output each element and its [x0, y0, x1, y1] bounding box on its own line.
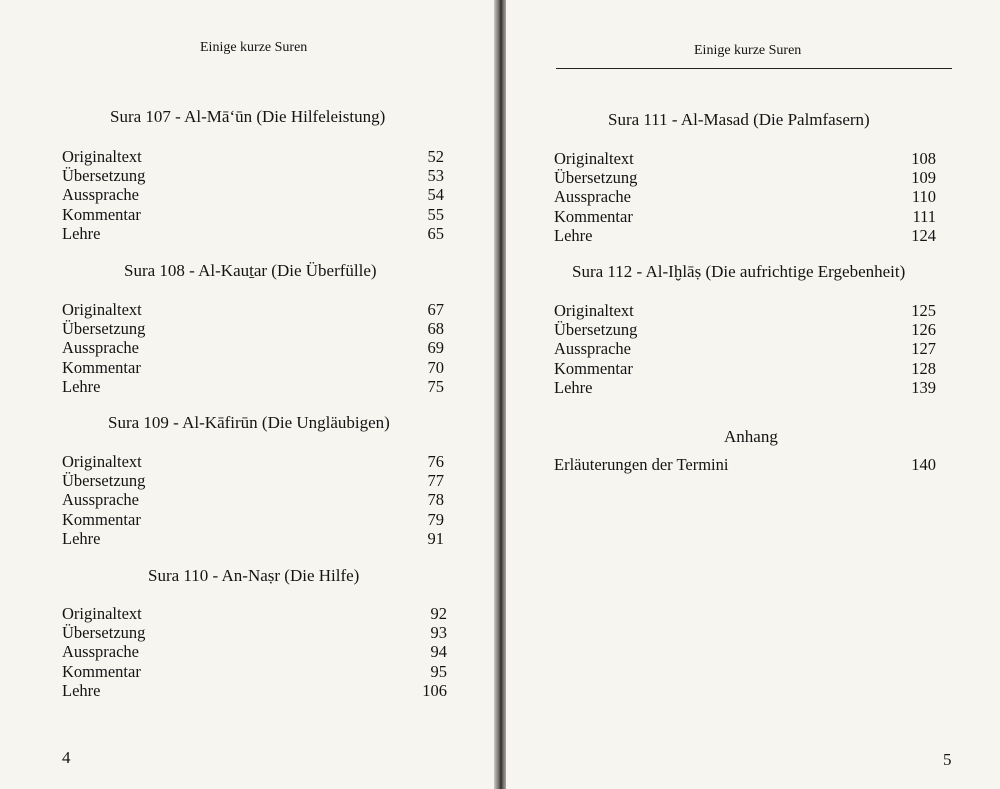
entry-label: Aussprache: [62, 185, 139, 205]
toc-entry[interactable]: [554, 455, 936, 474]
entry-page: 76: [427, 452, 444, 471]
running-head-left: Einige kurze Suren: [200, 40, 308, 55]
entry-label: Kommentar: [62, 204, 141, 224]
entry-page: 95: [430, 661, 447, 681]
entry-page: 125: [911, 301, 936, 320]
toc-entry[interactable]: [554, 149, 936, 168]
entry-page: 77: [427, 471, 444, 491]
page-number-left: 4: [62, 748, 71, 767]
entry-page: 140: [911, 455, 936, 474]
running-head-right: Einige kurze Suren: [694, 43, 802, 58]
toc-entry[interactable]: [554, 226, 936, 245]
entry-label: Originaltext: [554, 149, 634, 168]
toc-list-anhang: [554, 455, 936, 474]
page-number-right: 5: [943, 750, 952, 769]
toc-entry[interactable]: [554, 359, 936, 378]
entry-label: Aussprache: [62, 338, 139, 358]
toc-entry[interactable]: [62, 529, 444, 548]
entry-page: 70: [427, 357, 444, 377]
entry-label: Lehre: [62, 528, 101, 548]
toc-entry[interactable]: [554, 320, 936, 339]
section-title-sura-112: Sura 112 - Al-Iḫlāṣ (Die aufrichtige Ergebenheit): [572, 262, 906, 281]
entry-label: Lehre: [62, 223, 101, 243]
entry-page: 93: [430, 623, 447, 643]
section-title-sura-110: Sura 110 - An-Naṣr (Die Hilfe): [148, 566, 360, 585]
entry-page: 108: [911, 149, 936, 168]
toc-list-sura-110: [62, 604, 447, 700]
entry-page: 52: [427, 147, 444, 166]
entry-label: Originaltext: [62, 147, 142, 166]
section-title-sura-111: Sura 111 - Al-Masad (Die Palmfasern): [608, 110, 870, 129]
toc-entry[interactable]: [62, 224, 444, 243]
toc-list-sura-109: [62, 452, 444, 548]
entry-page: 127: [911, 339, 936, 359]
entry-label: Erläuterungen der Termini: [554, 455, 729, 474]
toc-entry[interactable]: [62, 319, 444, 338]
toc-entry[interactable]: [62, 623, 447, 642]
entry-label: Aussprache: [62, 490, 139, 510]
toc-entry[interactable]: [62, 490, 444, 509]
entry-label: Übersetzung: [62, 166, 146, 186]
entry-page: 139: [911, 377, 936, 397]
entry-label: Kommentar: [62, 509, 141, 529]
left-page: [0, 0, 496, 789]
entry-page: 78: [427, 490, 444, 510]
toc-entry[interactable]: [62, 452, 444, 471]
toc-entry[interactable]: [62, 205, 444, 224]
toc-entry[interactable]: [62, 147, 444, 166]
entry-label: Übersetzung: [554, 320, 638, 340]
entry-page: 69: [427, 338, 444, 358]
toc-entry[interactable]: [62, 510, 444, 529]
toc-list-sura-112: [554, 301, 936, 397]
entry-page: 91: [427, 528, 444, 548]
entry-page: 79: [427, 509, 444, 529]
entry-label: Übersetzung: [62, 471, 146, 491]
entry-page: 111: [912, 206, 936, 226]
toc-entry[interactable]: [62, 377, 444, 396]
entry-page: 68: [427, 319, 444, 339]
entry-label: Aussprache: [554, 339, 631, 359]
entry-label: Lehre: [62, 376, 101, 396]
entry-label: Aussprache: [62, 642, 139, 662]
toc-list-sura-107: [62, 147, 444, 243]
entry-page: 124: [911, 225, 936, 245]
entry-page: 126: [911, 320, 936, 340]
toc-list-sura-111: [554, 149, 936, 245]
entry-label: Kommentar: [62, 661, 141, 681]
entry-label: Übersetzung: [62, 319, 146, 339]
section-title-anhang: Anhang: [724, 427, 778, 446]
entry-label: Kommentar: [554, 206, 633, 226]
entry-page: 67: [427, 300, 444, 319]
right-page: [506, 0, 1000, 789]
toc-entry[interactable]: [554, 301, 936, 320]
entry-label: Übersetzung: [554, 168, 638, 188]
toc-entry[interactable]: [554, 207, 936, 226]
entry-label: Übersetzung: [62, 623, 146, 643]
toc-entry[interactable]: [62, 681, 447, 700]
section-title-sura-107: Sura 107 - Al-Mā‘ūn (Die Hilfeleistung): [110, 107, 386, 126]
toc-entry[interactable]: [62, 358, 444, 377]
entry-page: 53: [427, 166, 444, 186]
entry-page: 65: [427, 223, 444, 243]
toc-entry[interactable]: [554, 378, 936, 397]
toc-entry[interactable]: [62, 185, 444, 204]
entry-page: 94: [430, 642, 447, 662]
toc-entry[interactable]: [554, 187, 936, 206]
toc-entry[interactable]: [62, 471, 444, 490]
section-title-sura-108: Sura 108 - Al-Kauṯar (Die Überfülle): [124, 261, 377, 280]
entry-page: 54: [427, 185, 444, 205]
entry-label: Aussprache: [554, 187, 631, 207]
entry-label: Lehre: [554, 377, 593, 397]
toc-entry[interactable]: [62, 166, 444, 185]
entry-label: Kommentar: [62, 357, 141, 377]
section-title-sura-109: Sura 109 - Al-Kāfirūn (Die Ungläubigen): [108, 413, 390, 432]
toc-entry[interactable]: [62, 338, 444, 357]
entry-label: Lehre: [554, 225, 593, 245]
entry-label: Lehre: [62, 680, 101, 700]
toc-entry[interactable]: [554, 339, 936, 358]
entry-label: Originaltext: [62, 604, 142, 623]
entry-page: 55: [427, 204, 444, 224]
entry-label: Originaltext: [554, 301, 634, 320]
entry-page: 110: [911, 187, 936, 207]
entry-page: 92: [430, 604, 447, 623]
toc-entry[interactable]: [62, 604, 447, 623]
entry-page: 109: [911, 168, 936, 188]
toc-entry[interactable]: [62, 642, 447, 661]
entry-label: Kommentar: [554, 358, 633, 378]
toc-entry[interactable]: [554, 168, 936, 187]
entry-page: 106: [422, 680, 447, 700]
entry-label: Originaltext: [62, 300, 142, 319]
toc-list-sura-108: [62, 300, 444, 396]
entry-label: Originaltext: [62, 452, 142, 471]
entry-page: 128: [911, 358, 936, 378]
toc-entry[interactable]: [62, 300, 444, 319]
toc-entry[interactable]: [62, 662, 447, 681]
entry-page: 75: [427, 376, 444, 396]
header-rule: [556, 68, 952, 69]
